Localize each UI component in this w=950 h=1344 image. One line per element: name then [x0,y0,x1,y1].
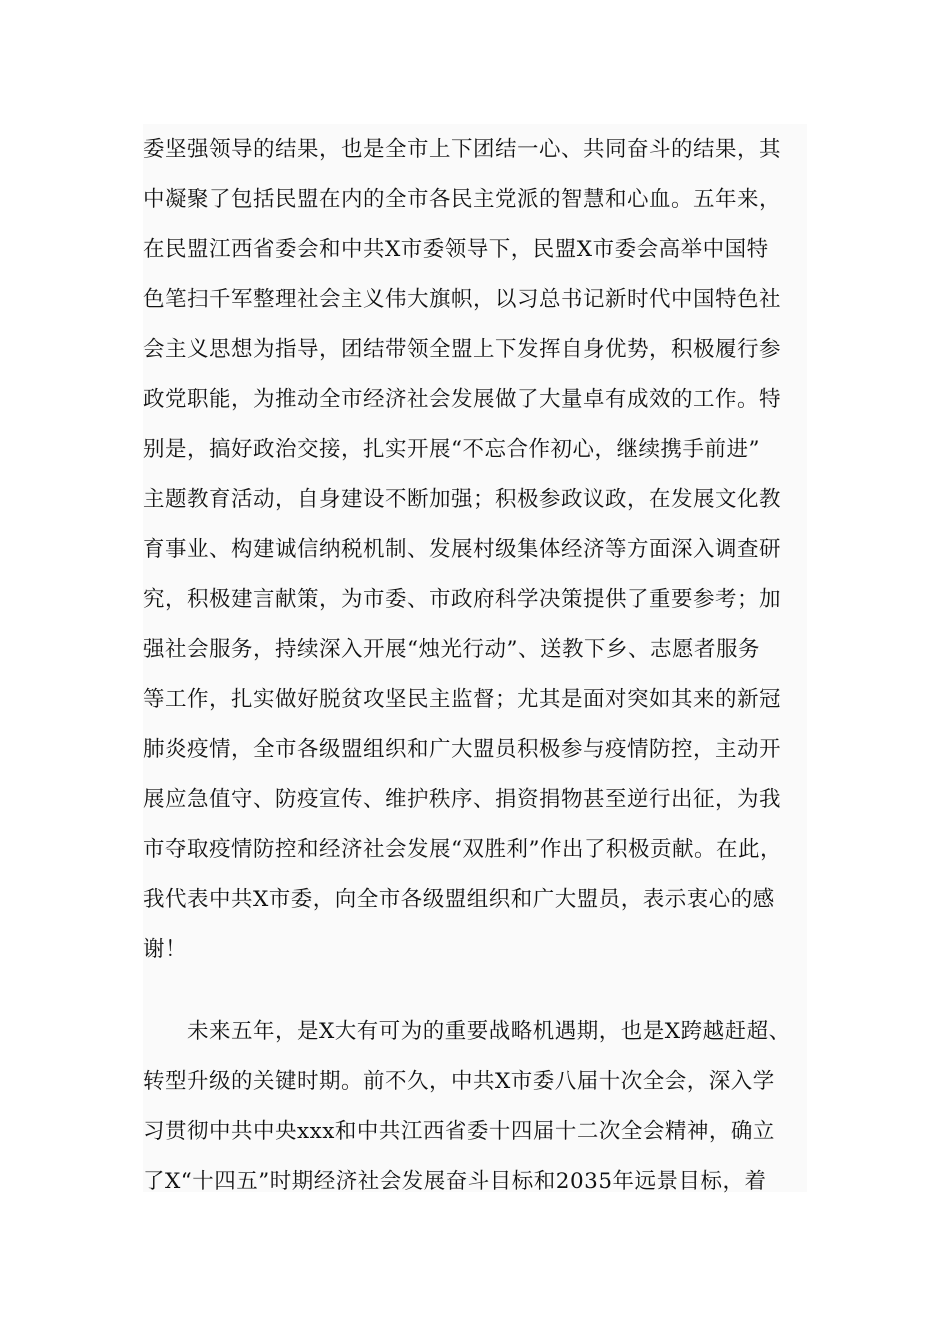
text-line: 委坚强领导的结果，也是全市上下团结一心、共同奋斗的结果，其 [143,137,782,162]
text-line: 未来五年，是X大有可为的重要战略机遇期，也是X跨越赶超、 [143,1019,791,1044]
text-line: 习贯彻中共中央xxx和中共江西省委十四届十二次全会精神，确立 [143,1119,775,1144]
text-line: 育事业、构建诚信纳税机制、发展村级集体经济等方面深入调查研 [143,537,782,562]
text-line: 展应急值守、防疫宣传、维护秩序、捐资捐物甚至逆行出征，为我 [143,787,782,812]
text-line: 别是，搞好政治交接，扎实开展“不忘合作初心，继续携手前进” [143,437,760,462]
text-line: 市夺取疫情防控和经济社会发展“双胜利”作出了积极贡献。在此， [143,837,782,862]
text-line: 政党职能，为推动全市经济社会发展做了大量卓有成效的工作。特 [143,387,782,412]
paragraph-spacer [143,975,807,1007]
text-line: 在民盟江西省委会和中共X市委领导下，民盟X市委会高举中国特 [143,237,769,262]
text-line: 肺炎疫情，全市各级盟组织和广大盟员积极参与疫情防控，主动开 [143,737,782,762]
text-line: 转型升级的关键时期。前不久，中共X市委八届十次全会，深入学 [143,1069,775,1094]
text-line: 色笔扫千军整理社会主义伟大旗帜，以习总书记新时代中国特色社 [143,287,782,312]
text-line: 主题教育活动，自身建设不断加强；积极参政议政，在发展文化教 [143,487,782,512]
paragraph-1 [143,124,807,975]
text-line: 中凝聚了包括民盟在内的全市各民主党派的智慧和心血。五年来， [143,187,782,212]
text-line: 强社会服务，持续深入开展“烛光行动”、送教下乡、志愿者服务 [143,637,760,662]
paragraph-2 [143,1007,807,1207]
document-body [143,124,807,1192]
text-line: 会主义思想为指导，团结带领全盟上下发挥自身优势，积极履行参 [143,337,782,362]
text-line: 了X“十四五”时期经济社会发展奋斗目标和2035年远景目标，着 [143,1169,767,1194]
text-line: 我代表中共X市委，向全市各级盟组织和广大盟员，表示衷心的感 [143,887,775,912]
text-line: 谢！ [143,937,188,962]
text-line: 究，积极建言献策，为市委、市政府科学决策提供了重要参考；加 [143,587,782,612]
text-line: 等工作，扎实做好脱贫攻坚民主监督；尤其是面对突如其来的新冠 [143,687,782,712]
